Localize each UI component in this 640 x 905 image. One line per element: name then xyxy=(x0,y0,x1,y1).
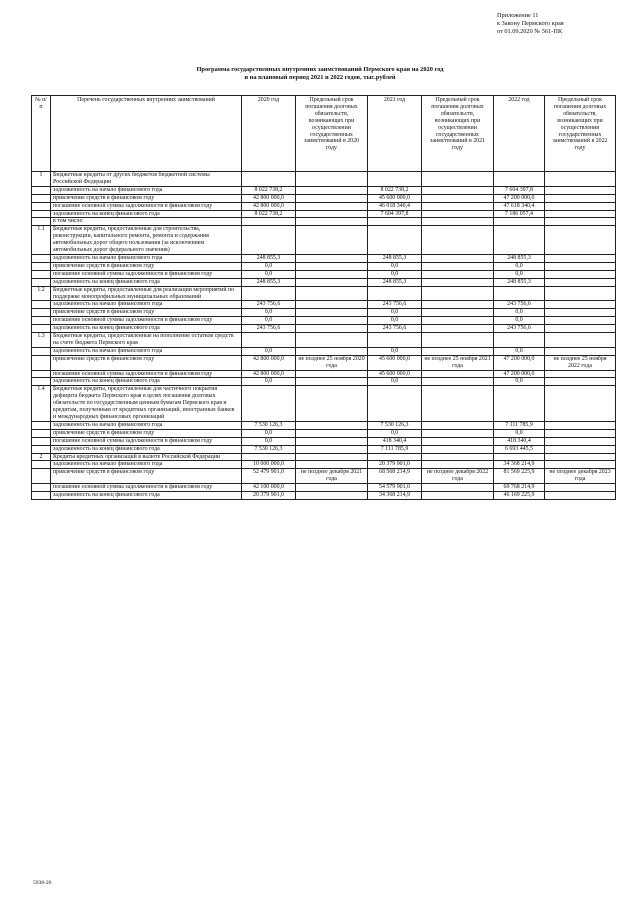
value-2022: 418 340,4 xyxy=(494,437,545,445)
value-2020 xyxy=(242,286,296,301)
row-name: задолженность на начало финансового года xyxy=(51,186,242,194)
term-2020: не позднее декабря 2021 года xyxy=(296,469,368,484)
title-line-1: Программа государственных внутренних заимствований Пермского края на 2020 год xyxy=(196,66,444,73)
term-2022: не позднее 25 ноября 2022 года xyxy=(545,355,616,370)
value-2022: 0,0 xyxy=(494,347,545,355)
value-2021: 0,0 xyxy=(368,429,422,437)
value-2021 xyxy=(368,333,422,348)
header-num: № п/п xyxy=(32,96,51,172)
term-2021 xyxy=(422,202,494,210)
value-2021: 0,0 xyxy=(368,270,422,278)
table-row xyxy=(32,421,616,429)
value-2022 xyxy=(494,453,545,461)
value-2021: 418 340,4 xyxy=(368,437,422,445)
term-2020 xyxy=(296,325,368,333)
row-name: погашение основной суммы задолженности в финансовом году xyxy=(51,270,242,278)
row-name: в том числе: xyxy=(51,218,242,226)
row-name: задолженность на конец финансового года xyxy=(51,492,242,500)
table-row xyxy=(32,254,616,262)
row-num: 2 xyxy=(32,453,51,461)
table-row xyxy=(32,226,616,255)
value-2020: 0,0 xyxy=(242,347,296,355)
value-2020: 248 855,3 xyxy=(242,254,296,262)
term-2022 xyxy=(545,226,616,255)
row-name: привлечение средств в финансовом году xyxy=(51,355,242,370)
row-num xyxy=(32,301,51,309)
row-name: задолженность на конец финансового года xyxy=(51,325,242,333)
row-name: Бюджетные кредиты, предоставленные на пополнение остатков средств на счете бюджета Пермского края xyxy=(51,333,242,348)
table-row xyxy=(32,210,616,218)
row-name: задолженность на начало финансового года xyxy=(51,347,242,355)
value-2021: 20 379 901,0 xyxy=(368,461,422,469)
value-2020 xyxy=(242,333,296,348)
term-2020 xyxy=(296,202,368,210)
row-num xyxy=(32,262,51,270)
table-row xyxy=(32,172,616,187)
term-2021: не позднее 25 ноября 2021 года xyxy=(422,355,494,370)
row-name: привлечение средств в финансовом году xyxy=(51,194,242,202)
value-2022: 0,0 xyxy=(494,429,545,437)
table-row xyxy=(32,333,616,348)
table-row xyxy=(32,270,616,278)
term-2021 xyxy=(422,429,494,437)
table-row xyxy=(32,453,616,461)
term-2020 xyxy=(296,172,368,187)
term-2020 xyxy=(296,445,368,453)
row-name: привлечение средств в финансовом году xyxy=(51,469,242,484)
row-name: погашение основной суммы задолженности в финансовом году xyxy=(51,484,242,492)
term-2021 xyxy=(422,218,494,226)
value-2020: 20 379 901,0 xyxy=(242,492,296,500)
term-2021 xyxy=(422,378,494,386)
table-row xyxy=(32,325,616,333)
row-num: 1 xyxy=(32,172,51,187)
row-num xyxy=(32,429,51,437)
term-2021 xyxy=(422,210,494,218)
row-name: задолженность на конец финансового года xyxy=(51,378,242,386)
value-2021: 45 600 000,0 xyxy=(368,370,422,378)
value-2022 xyxy=(494,386,545,422)
term-2021 xyxy=(422,461,494,469)
term-2022 xyxy=(545,278,616,286)
row-name: задолженность на начало финансового года xyxy=(51,301,242,309)
value-2022: 0,0 xyxy=(494,317,545,325)
row-num xyxy=(32,355,51,370)
term-2022 xyxy=(545,333,616,348)
header-term-2022: Предельный срок погашения долговых обязательств, возникающих при осуществлении государственных заимствований в 2022 году xyxy=(545,96,616,172)
value-2020: 0,0 xyxy=(242,270,296,278)
term-2022 xyxy=(545,445,616,453)
row-name: задолженность на начало финансового года xyxy=(51,461,242,469)
row-num xyxy=(32,194,51,202)
term-2022 xyxy=(545,270,616,278)
value-2020: 10 000 000,0 xyxy=(242,461,296,469)
table-row xyxy=(32,386,616,422)
row-name: погашение основной суммы задолженности в финансовом году xyxy=(51,370,242,378)
term-2021 xyxy=(422,309,494,317)
table-row xyxy=(32,317,616,325)
term-2020 xyxy=(296,270,368,278)
value-2020: 42 800 000,0 xyxy=(242,202,296,210)
row-num xyxy=(32,325,51,333)
row-num: 1.3 xyxy=(32,333,51,348)
term-2022: не позднее декабря 2023 года xyxy=(545,469,616,484)
value-2021 xyxy=(368,286,422,301)
table-row xyxy=(32,484,616,492)
header-2022: 2022 год xyxy=(494,96,545,172)
table-row xyxy=(32,429,616,437)
term-2022 xyxy=(545,202,616,210)
value-2022: 47 200 000,0 xyxy=(494,370,545,378)
term-2020 xyxy=(296,309,368,317)
term-2022 xyxy=(545,218,616,226)
term-2021 xyxy=(422,172,494,187)
value-2021: 0,0 xyxy=(368,262,422,270)
value-2022 xyxy=(494,218,545,226)
term-2020 xyxy=(296,370,368,378)
term-2021 xyxy=(422,333,494,348)
row-name: Кредиты кредитных организаций в валюте Российской Федерации xyxy=(51,453,242,461)
term-2020 xyxy=(296,186,368,194)
header-2020: 2020 год xyxy=(242,96,296,172)
term-2022 xyxy=(545,317,616,325)
row-name: Бюджетные кредиты, предоставленные для реализации мероприятий по поддержке монопрофильных муниципальных образований xyxy=(51,286,242,301)
term-2022 xyxy=(545,429,616,437)
row-name: Бюджетные кредиты, предоставленные для строительства, реконструкции, капитального ремонта, ремонта и содержания автомобильных дорог общего пользования (за исключением автомобильных дорог федерального значения) xyxy=(51,226,242,255)
term-2021 xyxy=(422,370,494,378)
row-num: 1.1 xyxy=(32,226,51,255)
borrowing-program-table xyxy=(31,95,616,500)
term-2020 xyxy=(296,484,368,492)
value-2020 xyxy=(242,226,296,255)
term-2021 xyxy=(422,286,494,301)
row-name: Бюджетные кредиты, предоставленные для частичного покрытия дефицита бюджета Пермского края в целях погашения долговых обязательств по государственным ценным бумагам Пермского края и кредитам, полученным от кредитных организаций, иностранных банков и международных финансовых организаций xyxy=(51,386,242,422)
value-2020: 243 756,6 xyxy=(242,301,296,309)
value-2021 xyxy=(368,172,422,187)
appendix-line-2: к Закону Пермского края xyxy=(497,20,564,27)
term-2021 xyxy=(422,301,494,309)
term-2020 xyxy=(296,278,368,286)
table-row xyxy=(32,218,616,226)
value-2022: 0,0 xyxy=(494,270,545,278)
table-body xyxy=(32,172,616,500)
term-2022 xyxy=(545,286,616,301)
value-2020 xyxy=(242,386,296,422)
term-2020 xyxy=(296,429,368,437)
value-2021 xyxy=(368,218,422,226)
term-2020 xyxy=(296,347,368,355)
value-2022 xyxy=(494,333,545,348)
row-num xyxy=(32,254,51,262)
term-2022 xyxy=(545,325,616,333)
term-2020 xyxy=(296,437,368,445)
term-2022 xyxy=(545,370,616,378)
term-2020 xyxy=(296,194,368,202)
row-name: задолженность на конец финансового года xyxy=(51,278,242,286)
value-2021: 45 600 000,0 xyxy=(368,355,422,370)
value-2021: 0,0 xyxy=(368,309,422,317)
value-2022: 47 200 000,0 xyxy=(494,194,545,202)
term-2020 xyxy=(296,262,368,270)
value-2020: 0,0 xyxy=(242,317,296,325)
term-2022 xyxy=(545,437,616,445)
value-2021 xyxy=(368,226,422,255)
term-2021 xyxy=(422,317,494,325)
value-2021: 248 855,3 xyxy=(368,254,422,262)
value-2020: 8 022 738,2 xyxy=(242,210,296,218)
row-num xyxy=(32,461,51,469)
value-2021: 248 855,3 xyxy=(368,278,422,286)
row-name: Бюджетные кредиты от других бюджетов бюджетной системы Российской Федерации xyxy=(51,172,242,187)
value-2020: 0,0 xyxy=(242,378,296,386)
row-num: 1.2 xyxy=(32,286,51,301)
appendix-line-3: от 01.09.2020 № 561-ПК xyxy=(497,28,563,35)
value-2022: 46 169 225,9 xyxy=(494,492,545,500)
row-name: задолженность на начало финансового года xyxy=(51,254,242,262)
term-2020: не позднее 25 ноября 2020 года xyxy=(296,355,368,370)
value-2021: 0,0 xyxy=(368,378,422,386)
term-2021 xyxy=(422,492,494,500)
row-name: привлечение средств в финансовом году xyxy=(51,429,242,437)
table-row xyxy=(32,286,616,301)
value-2022: 0,0 xyxy=(494,309,545,317)
value-2022: 47 618 340,4 xyxy=(494,202,545,210)
table-row xyxy=(32,186,616,194)
row-num xyxy=(32,278,51,286)
row-name: погашение основной суммы задолженности в финансовом году xyxy=(51,202,242,210)
table-row xyxy=(32,437,616,445)
term-2022 xyxy=(545,210,616,218)
term-2020 xyxy=(296,254,368,262)
row-num xyxy=(32,317,51,325)
term-2022 xyxy=(545,194,616,202)
table-row xyxy=(32,355,616,370)
value-2020: 248 855,3 xyxy=(242,278,296,286)
row-num xyxy=(32,469,51,484)
value-2020: 0,0 xyxy=(242,429,296,437)
term-2020 xyxy=(296,453,368,461)
row-name: привлечение средств в финансовом году xyxy=(51,262,242,270)
term-2020 xyxy=(296,218,368,226)
table-row xyxy=(32,262,616,270)
value-2020: 7 530 126,3 xyxy=(242,421,296,429)
value-2020: 42 800 000,0 xyxy=(242,370,296,378)
value-2020: 42 800 000,0 xyxy=(242,355,296,370)
row-num xyxy=(32,309,51,317)
row-name: задолженность на конец финансового года xyxy=(51,445,242,453)
term-2020 xyxy=(296,421,368,429)
term-2022 xyxy=(545,484,616,492)
value-2020: 8 022 738,2 xyxy=(242,186,296,194)
value-2022: 0,0 xyxy=(494,378,545,386)
term-2022 xyxy=(545,378,616,386)
term-2022 xyxy=(545,453,616,461)
row-num xyxy=(32,484,51,492)
term-2020 xyxy=(296,492,368,500)
row-name: погашение основной суммы задолженности в финансовом году xyxy=(51,317,242,325)
row-num xyxy=(32,347,51,355)
row-num xyxy=(32,445,51,453)
row-num xyxy=(32,378,51,386)
row-name: задолженность на начало финансового года xyxy=(51,421,242,429)
term-2021 xyxy=(422,270,494,278)
row-name: погашение основной суммы задолженности в финансовом году xyxy=(51,437,242,445)
term-2022 xyxy=(545,461,616,469)
header-term-2020: Предельный срок погашения долговых обязательств, возникающих при осуществлении государственных заимствований в 2020 году xyxy=(296,96,368,172)
term-2022 xyxy=(545,492,616,500)
value-2021: 243 756,6 xyxy=(368,325,422,333)
value-2022: 248 855,3 xyxy=(494,254,545,262)
table-row xyxy=(32,309,616,317)
row-num: 1.4 xyxy=(32,386,51,422)
value-2021: 7 111 785,9 xyxy=(368,445,422,453)
term-2022 xyxy=(545,301,616,309)
value-2021: 54 579 901,0 xyxy=(368,484,422,492)
term-2021: не позднее декабря 2022 года xyxy=(422,469,494,484)
term-2021 xyxy=(422,325,494,333)
footer-code: 5938-20 xyxy=(33,880,52,886)
document-title xyxy=(0,66,640,82)
term-2022 xyxy=(545,309,616,317)
value-2022: 6 693 445,5 xyxy=(494,445,545,453)
table-row xyxy=(32,461,616,469)
row-num xyxy=(32,492,51,500)
term-2022 xyxy=(545,386,616,422)
term-2021 xyxy=(422,386,494,422)
term-2021 xyxy=(422,445,494,453)
term-2022 xyxy=(545,172,616,187)
term-2020 xyxy=(296,210,368,218)
row-num xyxy=(32,270,51,278)
term-2021 xyxy=(422,437,494,445)
value-2021: 68 568 214,9 xyxy=(368,469,422,484)
value-2022: 81 569 225,9 xyxy=(494,469,545,484)
table-row xyxy=(32,301,616,309)
term-2022 xyxy=(545,186,616,194)
term-2021 xyxy=(422,194,494,202)
term-2020 xyxy=(296,333,368,348)
value-2022: 47 200 000,0 xyxy=(494,355,545,370)
table-row xyxy=(32,378,616,386)
term-2020 xyxy=(296,386,368,422)
value-2020: 42 100 000,0 xyxy=(242,484,296,492)
table-row xyxy=(32,202,616,210)
value-2022: 0,0 xyxy=(494,262,545,270)
header-2021: 2021 год xyxy=(368,96,422,172)
value-2021: 46 018 340,4 xyxy=(368,202,422,210)
row-num xyxy=(32,421,51,429)
term-2022 xyxy=(545,347,616,355)
term-2022 xyxy=(545,254,616,262)
row-num xyxy=(32,437,51,445)
value-2021: 8 022 738,2 xyxy=(368,186,422,194)
value-2020: 0,0 xyxy=(242,309,296,317)
value-2021: 0,0 xyxy=(368,317,422,325)
table-row xyxy=(32,445,616,453)
value-2021 xyxy=(368,453,422,461)
row-num xyxy=(32,186,51,194)
value-2022: 34 368 214,9 xyxy=(494,461,545,469)
term-2021 xyxy=(422,262,494,270)
table-row xyxy=(32,469,616,484)
table-row xyxy=(32,370,616,378)
term-2021 xyxy=(422,226,494,255)
value-2020 xyxy=(242,453,296,461)
table-row xyxy=(32,347,616,355)
term-2021 xyxy=(422,254,494,262)
row-num xyxy=(32,218,51,226)
value-2020: 42 800 000,0 xyxy=(242,194,296,202)
header-term-2021: Предельный срок погашения долговых обязательств, возникающих при осуществлении государственных заимствований в 2021 году xyxy=(422,96,494,172)
value-2020 xyxy=(242,218,296,226)
value-2022: 69 768 214,9 xyxy=(494,484,545,492)
term-2021 xyxy=(422,278,494,286)
appendix-line-1: Приложение 11 xyxy=(497,12,539,19)
value-2021 xyxy=(368,386,422,422)
term-2022 xyxy=(545,421,616,429)
header-name: Перечень государственных внутренних заимствований xyxy=(51,96,242,172)
value-2021: 7 604 397,8 xyxy=(368,210,422,218)
table-header-row xyxy=(32,96,616,172)
value-2021: 243 756,6 xyxy=(368,301,422,309)
value-2020: 7 530 126,3 xyxy=(242,445,296,453)
value-2020: 0,0 xyxy=(242,262,296,270)
row-num xyxy=(32,202,51,210)
term-2022 xyxy=(545,262,616,270)
appendix-note xyxy=(497,12,564,36)
term-2020 xyxy=(296,461,368,469)
value-2022: 243 756,6 xyxy=(494,301,545,309)
term-2020 xyxy=(296,226,368,255)
table-row xyxy=(32,194,616,202)
row-num xyxy=(32,210,51,218)
value-2020: 243 756,6 xyxy=(242,325,296,333)
value-2020 xyxy=(242,172,296,187)
term-2020 xyxy=(296,301,368,309)
value-2022: 248 855,3 xyxy=(494,278,545,286)
value-2022: 7 186 057,4 xyxy=(494,210,545,218)
term-2020 xyxy=(296,286,368,301)
term-2021 xyxy=(422,347,494,355)
value-2021: 45 600 000,0 xyxy=(368,194,422,202)
value-2022: 7 111 785,9 xyxy=(494,421,545,429)
value-2022: 7 604 397,8 xyxy=(494,186,545,194)
term-2020 xyxy=(296,378,368,386)
table-row xyxy=(32,278,616,286)
row-name: задолженность на конец финансового года xyxy=(51,210,242,218)
term-2021 xyxy=(422,421,494,429)
value-2022 xyxy=(494,226,545,255)
value-2022 xyxy=(494,286,545,301)
value-2020: 52 479 901,0 xyxy=(242,469,296,484)
value-2021: 34 368 214,9 xyxy=(368,492,422,500)
row-num xyxy=(32,370,51,378)
value-2021: 0,0 xyxy=(368,347,422,355)
table-row xyxy=(32,492,616,500)
value-2022: 243 756,6 xyxy=(494,325,545,333)
title-line-2: и на плановый период 2021 и 2022 годов, тыс.рублей xyxy=(244,74,396,81)
term-2021 xyxy=(422,186,494,194)
row-name: привлечение средств в финансовом году xyxy=(51,309,242,317)
value-2020: 0,0 xyxy=(242,437,296,445)
value-2021: 7 530 126,3 xyxy=(368,421,422,429)
term-2021 xyxy=(422,453,494,461)
term-2021 xyxy=(422,484,494,492)
term-2020 xyxy=(296,317,368,325)
value-2022 xyxy=(494,172,545,187)
